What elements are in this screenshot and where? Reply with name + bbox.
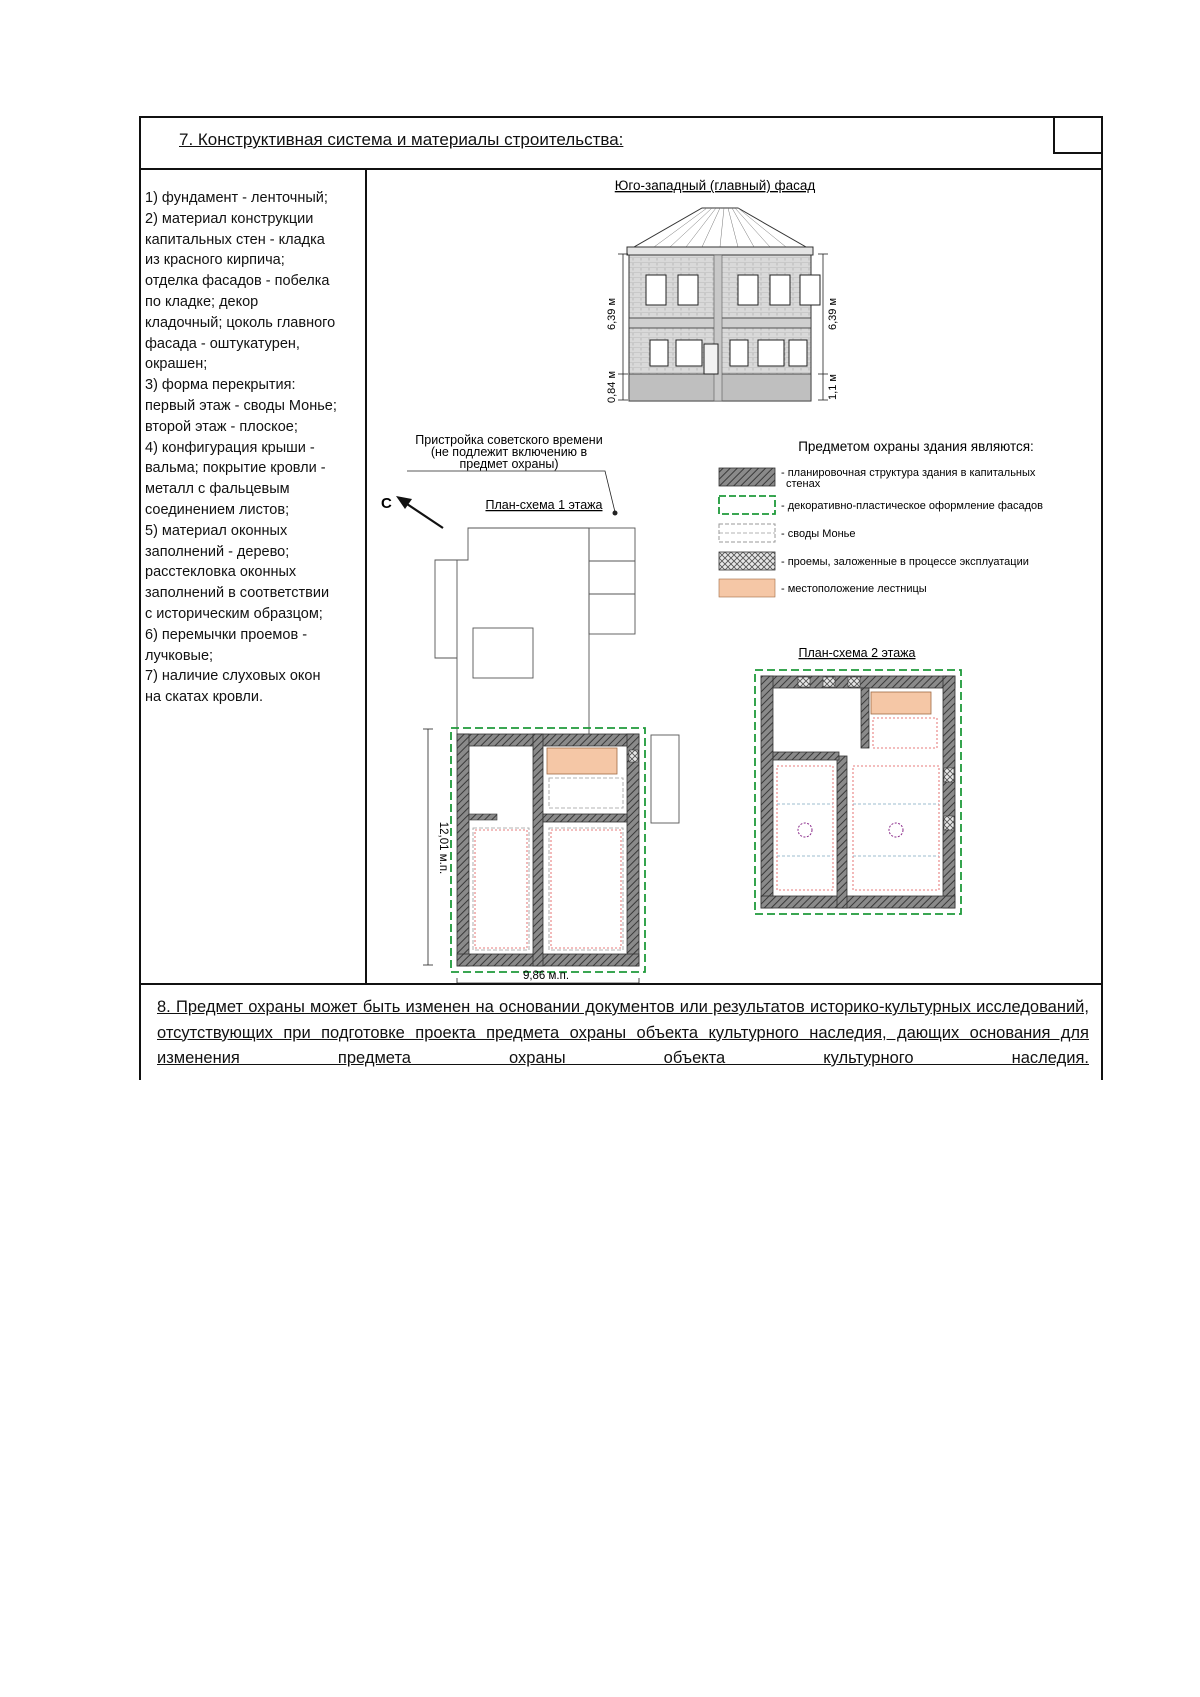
spec-line: 2) материал конструкции [145,210,314,227]
legend-label: - своды Монье [781,528,856,540]
legend-item [719,496,1043,514]
legend-label: - планировочная структура здания в капитальных [781,467,1036,479]
spec-line: металл с фальцевым [145,481,290,498]
plan1-dim-vertical: 12,01 м.п. [437,821,449,875]
legend-item [719,552,1029,570]
facade-dim-right-height: 6,39 м [827,297,839,331]
spec-line: капитальных стен - кладка [145,231,325,248]
spec-line: фасада - оштукатурен, [145,335,300,352]
spec-line: окрашен; [145,356,208,373]
facade-dim-left-height: 6,39 м [606,297,618,331]
north-arrow-icon [396,496,443,528]
plan1-monier-vaults [473,778,623,950]
plan1-red-outlines [475,830,621,948]
spec-line: первый этаж - своды Монье; [145,397,337,414]
annex-note-line: предмет охраны) [459,457,559,471]
legend-label: - проемы, заложенные в процессе эксплуатации [781,556,1029,568]
annex-note-line: (не подлежит включению в [430,445,588,459]
legend-item [719,579,927,597]
legend [719,467,1043,597]
legend-swatch-stairs [719,579,775,597]
spec-line: 3) форма перекрытия: [145,377,296,394]
plan2-staircase [871,692,931,714]
spec-line: соединением листов; [145,501,290,518]
spec-line: кладочный; цоколь главного [145,314,336,331]
legend-item [719,467,1036,490]
spec-line: расстекловка оконных [145,564,297,581]
legend-item [719,524,856,542]
architectural-drawing [365,168,1101,983]
legend-label: стенах [786,478,821,490]
spec-line: с историческим образцом; [145,605,323,622]
north-label: С [381,495,392,512]
legend-title: Предметом охраны здания являются: [798,439,1034,454]
spec-line: на скатах кровли. [145,689,264,706]
plan1-annex-outline [435,528,679,823]
legend-label: - декоративно-пластическое оформление фасадов [781,500,1043,512]
frame-top [139,116,1103,118]
facade-dim-left-plinth: 0,84 м [606,370,618,404]
plan2-chandelier-mark [889,823,903,837]
facade-elevation [627,208,820,401]
plan2-ceiling-lines [777,804,939,856]
spec-line: отделка фасадов - побелка [145,273,330,290]
legend-swatch-blocked [719,552,775,570]
legend-swatch-walls [719,468,775,486]
spec-line: вальма; покрытие кровли - [145,460,326,477]
spec-line: заполнений - дерево; [145,543,290,560]
section8-text: 8. Предмет охраны может быть изменен на основании документов или результатов историко-культурных исследований, отсутствующих при подготовке проекта предмета охраны объекта культурного наследия, дающих основания для изменения предмета охраны объекта культурного наследия. [157,998,1089,1067]
document-sheet [139,116,1103,1080]
section7-title: 7. Конструктивная система и материалы строительства: [179,130,624,149]
spec-line: по кладке; декор [145,293,259,310]
plan2-chandelier-mark [798,823,812,837]
plan1-dim-horizontal: 9,86 м.п. [522,970,570,982]
spec-line: заполнений в соответствии [145,585,330,602]
plan2-title: План-схема 2 этажа [798,646,916,660]
spec-line: 5) материал оконных [145,522,288,539]
spec-list [145,188,365,708]
spec-line: второй этаж - плоское; [145,418,298,435]
legend-swatch-facade [719,496,775,514]
frame-right [1101,116,1103,1080]
plan1-staircase [547,748,617,774]
frame-left [139,116,141,1080]
stamp-box [1053,116,1103,154]
facade-title: Юго-западный (главный) фасад [614,178,816,193]
frame-section8-divider [139,983,1103,985]
spec-line: 1) фундамент - ленточный; [145,190,328,206]
spec-line: 6) перемычки проемов - [145,626,308,643]
facade-dim-right-plinth: 1,1 м [827,374,839,400]
spec-line: лучковые; [145,647,214,664]
spec-line: из красного кирпича; [145,252,285,269]
spec-line: 7) наличие слуховых окон [145,668,321,685]
legend-label: - местоположение лестницы [781,583,927,595]
spec-line: 4) конфигурация крыши - [145,439,315,456]
plan1-blocked-opening [629,750,638,762]
annex-leader-dot [613,511,618,516]
plan1-title: План-схема 1 этажа [485,498,603,512]
annex-note-line: Пристройка советского времени [415,433,603,447]
